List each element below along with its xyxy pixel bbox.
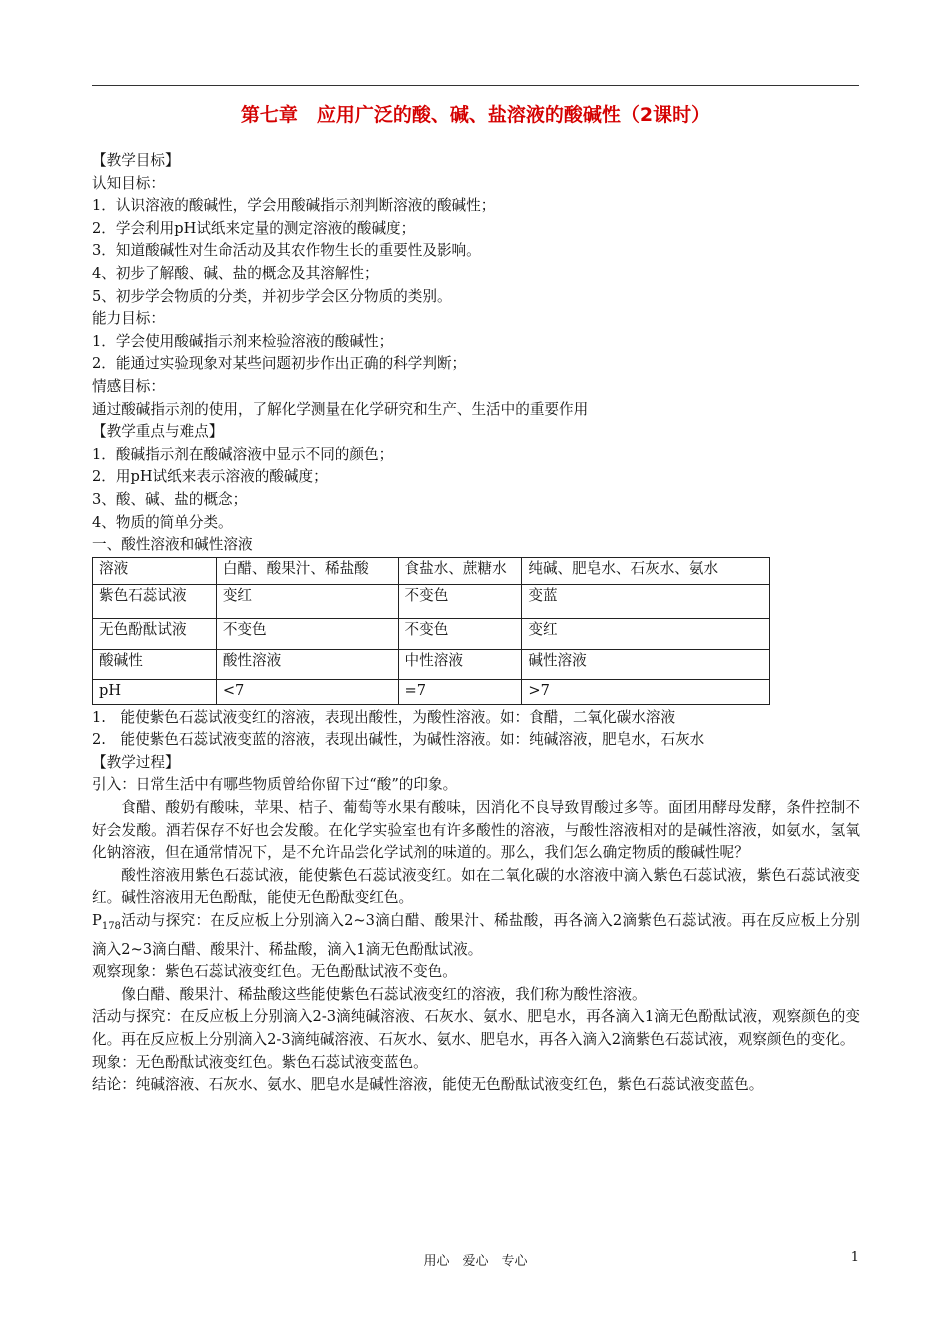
table-cell: 紫色石蕊试液 — [93, 584, 217, 618]
page-footer — [92, 1250, 859, 1269]
emotion-goal-text: 通过酸碱指示剂的使用，了解化学测量在化学研究和生产、生活中的重要作用 — [92, 400, 589, 418]
table-row — [93, 649, 770, 679]
phenomenon-text: 现象：无色酚酞试液变红色。紫色石蕊试液变蓝色。 — [92, 1053, 428, 1071]
table-header-row — [93, 557, 770, 584]
document-body — [92, 150, 860, 1097]
footer-motto: 用心 爱心 专心 — [423, 1254, 528, 1269]
cognitive-goals-label: 认知目标： — [92, 174, 165, 192]
cognitive-goal-item: 4、初步了解酸、碱、盐的概念及其溶解性； — [92, 264, 379, 282]
table-cell: 不变色 — [398, 584, 522, 618]
table-cell: >7 — [522, 679, 770, 704]
table-cell: pH — [93, 679, 217, 704]
activity-text: 活动与探究：在反应板上分别滴入2~3滴白醋、酸果汁、稀盐酸，再各滴入2滴紫色石蕊试液。再在反应板上分别滴入2~3滴白醋、酸果汁、稀盐酸，滴入1滴无色酚酞试液。 — [92, 912, 860, 958]
key-point-item: 1．酸碱指示剂在酸碱溶液中显示不同的颜色； — [92, 445, 394, 463]
paragraph: 像白醋、酸果汁、稀盐酸这些能使紫色石蕊试液变红的溶液，我们称为酸性溶液。 — [121, 985, 647, 1003]
cognitive-goal-item: 1．认识溶液的酸碱性，学会用酸碱指示剂判断溶液的酸碱性； — [92, 197, 496, 215]
table-cell: 无色酚酞试液 — [93, 618, 217, 649]
table-header-cell: 溶液 — [93, 557, 217, 584]
table-cell: <7 — [216, 679, 398, 704]
table-cell: 变红 — [522, 618, 770, 649]
section-heading-process: 【教学过程】 — [92, 753, 180, 771]
header-rule — [92, 85, 859, 86]
page-ref-prefix: P — [92, 912, 102, 930]
table-cell: 酸性溶液 — [216, 649, 398, 679]
table-cell: 变蓝 — [522, 584, 770, 618]
table-row — [93, 679, 770, 704]
key-point-item: 3、酸、碱、盐的概念； — [92, 490, 248, 508]
section-heading-acid-base: 一、酸性溶液和碱性溶液 — [92, 536, 253, 554]
activity-paragraph — [92, 910, 860, 961]
table-cell: 酸碱性 — [93, 649, 217, 679]
table-row — [93, 584, 770, 618]
conclusion-text: 结论：纯碱溶液、石灰水、氨水、肥皂水是碱性溶液，能使无色酚酞试液变红色，紫色石蕊试液变蓝色。 — [92, 1076, 764, 1094]
section-heading-key-points: 【教学重点与难点】 — [92, 423, 224, 441]
activity-paragraph: 活动与探究：在反应板上分别滴入2-3滴纯碱溶液、石灰水、氨水、肥皂水，再各滴入1滴无色酚酞试液，观察颜色的变化。再在反应板上分别滴入2-3滴纯碱溶液、石灰水、氨水、肥皂水，再各入滴入2滴紫色石蕊试液，观察颜色的变化。 — [92, 1008, 860, 1048]
table-header-cell: 白醋、酸果汁、稀盐酸 — [216, 557, 398, 584]
paragraph: 酸性溶液用紫色石蕊试液，能使紫色石蕊试液变红。如在二氧化碳的水溶液中滴入紫色石蕊试液，紫色石蕊试液变红。碱性溶液用无色酚酞，能使无色酚酞变红色。 — [92, 866, 860, 907]
ability-goal-item: 2．能通过实验现象对某些问题初步作出正确的科学判断； — [92, 355, 467, 373]
note-item: 1. 能使紫色石蕊试液变红的溶液，表现出酸性，为酸性溶液。如：食醋，二氧化碳水溶液 — [92, 708, 676, 726]
cognitive-goal-item: 5、初步学会物质的分类，并初步学会区分物质的类别。 — [92, 287, 452, 305]
table-header-cell: 食盐水、蔗糖水 — [398, 557, 522, 584]
intro-text: 引入：日常生活中有哪些物质曾给你留下过“酸”的印象。 — [92, 776, 458, 794]
cognitive-goal-item: 2．学会利用pH试纸来定量的测定溶液的酸碱度； — [92, 219, 416, 237]
indicator-table — [92, 557, 770, 705]
table-cell: 碱性溶液 — [522, 649, 770, 679]
table-cell: =7 — [398, 679, 522, 704]
page-ref-number: 178 — [101, 920, 121, 932]
table-cell: 不变色 — [216, 618, 398, 649]
key-point-item: 4、物质的简单分类。 — [92, 513, 233, 531]
table-cell: 变红 — [216, 584, 398, 618]
key-point-item: 2．用pH试纸来表示溶液的酸碱度； — [92, 468, 328, 486]
section-heading-goals: 【教学目标】 — [92, 152, 180, 169]
emotion-goals-label: 情感目标： — [92, 377, 165, 395]
page-number: 1 — [850, 1250, 859, 1265]
observation-text: 观察现象：紫色石蕊试液变红色。无色酚酞试液不变色。 — [92, 963, 457, 981]
document-title: 第七章 应用广泛的酸、碱、盐溶液的酸碱性（2课时） — [240, 104, 711, 126]
ability-goal-item: 1．学会使用酸碱指示剂来检验溶液的酸碱性； — [92, 332, 394, 350]
ability-goals-label: 能力目标： — [92, 310, 165, 328]
table-cell: 中性溶液 — [398, 649, 522, 679]
table-row — [93, 618, 770, 649]
note-item: 2. 能使紫色石蕊试液变蓝的溶液，表现出碱性，为碱性溶液。如：纯碱溶液，肥皂水，石灰水 — [92, 731, 705, 749]
cognitive-goal-item: 3．知道酸碱性对生命活动及其农作物生长的重要性及影响。 — [92, 242, 481, 260]
paragraph: 食醋、酸奶有酸味，苹果、桔子、葡萄等水果有酸味，因消化不良导致胃酸过多等。面团用酵母发酵，条件控制不好会发酸。酒若保存不好也会发酸。在化学实验室也有许多酸性的溶液，与酸性溶液相对的是碱性溶液，如氨水，氢氧化钠溶液，但在通常情况下，是不允许品尝化学试剂的味道的。那么，我们怎么确定物质的酸碱性呢？ — [92, 799, 860, 862]
table-header-cell: 纯碱、肥皂水、石灰水、氨水 — [522, 557, 770, 584]
table-cell: 不变色 — [398, 618, 522, 649]
